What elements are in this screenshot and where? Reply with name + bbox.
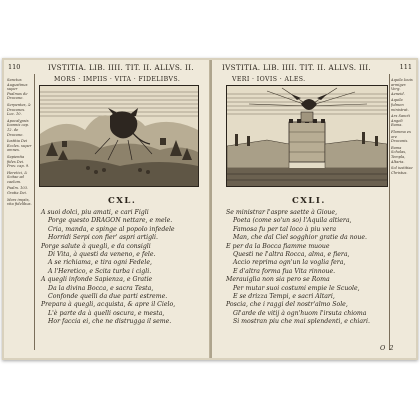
verse-line: Accio reprima ogn'un la voglia fera, [233, 259, 346, 267]
open-book [2, 58, 418, 360]
left-verse [41, 209, 175, 326]
verse-line: Merauiglia non sia pero se Roma [226, 276, 330, 284]
marginal-note: Flamma ex ore Draconis. [391, 129, 412, 144]
left-marginal-notes [7, 78, 32, 350]
verse-line: Man, che dal Ciel sogghior gratie da noue. [233, 234, 368, 242]
marginal-note: Sapientia fides Dei. Prov. cap. 9. [7, 154, 30, 169]
verse-line: Poscia, che i raggi del nostr'almo Sole, [226, 301, 348, 309]
dragon-emblem-engraving [39, 85, 199, 187]
left-page-number: 110 [8, 63, 21, 71]
verse-line: Porge questo DRAGON nettare, e mele. [48, 217, 173, 225]
verse-line: Se ministrar l'aspre saette à Gioue, [226, 209, 338, 216]
marginal-note: Heretici, & Scitae ad caelum. [7, 170, 28, 184]
right-marginal-notes [391, 78, 414, 338]
right-emblem-motto: VERI · IOVIS · ALES. [232, 76, 306, 83]
marginal-note: Iustitia Dei Eccles. super omnes. [7, 139, 32, 153]
right-running-head: IVSTITIA. LIB. IIII. TIT. II. ALLVS. III. [222, 63, 371, 72]
marginal-note: Apocalypsis Ioannis cap. 12. de Dracone. [7, 118, 30, 137]
verse-line: Porge salute à quegli, e da consigli [41, 242, 151, 250]
margin-rule [34, 74, 35, 350]
marginal-note: Serpentes, & Dracones. Luc. 10. [7, 102, 31, 117]
signature-mark: O 2 [380, 344, 395, 352]
marginal-note: Sol iustitiae Christus. [391, 166, 413, 175]
marginal-note: Psalm. 103. Gratia Dei. [7, 186, 29, 196]
verse-line: Si mostran piu che mai splendenti, e chiari. [233, 318, 370, 326]
verse-line: E se drizza Tempi, e sacri Altari, [233, 292, 335, 300]
left-emblem-numeral: CXL. [108, 196, 137, 206]
right-page-number: 111 [399, 63, 412, 71]
marginal-note: Mors impiis, vita fidelibus. [7, 197, 32, 207]
right-page [212, 60, 416, 358]
verse-line: Gl'arde de vitij à ogn'huom l'irsuta chioma [233, 309, 367, 317]
castle-eagle-emblem-engraving [226, 85, 388, 187]
verse-line: Questi ne l'altra Rocca, alma, e fiera, [233, 250, 350, 258]
verse-line: E d'altra forma fua Vita rinnoue. [233, 267, 336, 275]
verse-line: Famosa fu per tal loco à piu vera [233, 225, 337, 233]
left-running-head: IVSTITIA. LIB. IIII. TIT. II. ALLVS. II. [48, 63, 194, 72]
left-page [4, 60, 210, 358]
verse-line: Confonde quelli da due parti estreme. [48, 292, 168, 300]
verse-line: Da la divina Bocca, e sacra Testa, [48, 284, 154, 292]
verse-line: Per mutar suoi costumi empie le Scuole, [233, 284, 360, 292]
marginal-note: Roma Scholas, Templa, Altaria. [391, 145, 407, 164]
verse-line: E per da la Bocca fiamme muoue [226, 242, 330, 250]
verse-line: L'è parte da à quelli oscura, e mesta, [48, 309, 165, 317]
verse-line: Horridi Serpi con fier' aspri artigli. [48, 234, 158, 242]
marginal-note: Sanctus Augustinus super Psalmos de Dracone. [7, 78, 28, 101]
verse-line: Prepara à quegli, acquista, & apre il Cielo, [41, 301, 176, 309]
verse-line: A quegli infonde Sapienza, e Gratie [41, 276, 153, 284]
verse-line: Poeta (come so'un so) l'Aquila altiera, [233, 217, 352, 225]
marginal-note: Arx Sancti Angeli Roma. [391, 114, 411, 128]
verse-line: A se richiama, e tira ogni Fedele, [48, 259, 152, 267]
verse-line: A suoi dolci, piu amati, e cari Figli [41, 209, 149, 216]
marginal-note: Aquila Iouis armiger. Verg. Aeneid. [391, 78, 413, 96]
right-verse [226, 209, 370, 326]
margin-rule [389, 74, 390, 350]
right-emblem-numeral: CXLI. [292, 196, 326, 206]
verse-line: Di Vita, à questi da veneno, e fele. [48, 250, 156, 258]
left-emblem-motto: MORS · IMPIIS · VITA · FIDELIBVS. [54, 76, 181, 83]
verse-line: Cria, manda, e spinge al popolo infedele [48, 225, 175, 233]
verse-line: Hor faccia ei, che ne distrugga il seme. [48, 318, 172, 326]
verse-line: A l'Heretico, e Scita turba i cigli. [48, 267, 152, 275]
marginal-note: Aquila fulmen ministrat. [391, 98, 409, 112]
